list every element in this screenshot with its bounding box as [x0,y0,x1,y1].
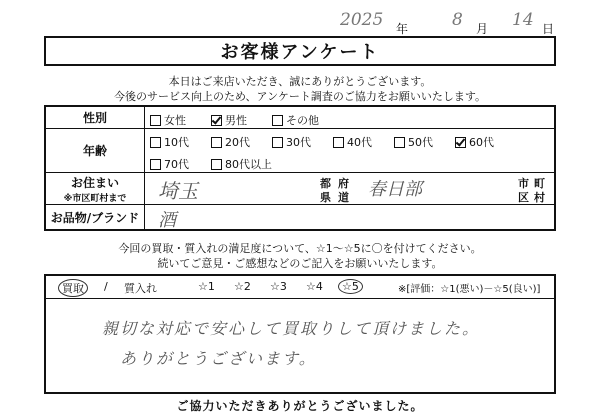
slash: / [104,280,108,293]
address-row [46,173,554,205]
gender-option-other[interactable]: その他 [272,112,319,128]
footer-thanks: ご協力いただきありがとうございました。 [176,399,424,413]
age-option-20s[interactable]: 20代 [211,134,250,150]
tag-fu: 府 [338,177,349,190]
intro-line-2: 今後のサービス向上のため、アンケート調査のご協力をお願いいたします。 [113,90,487,103]
age-option-40s[interactable]: 40代 [333,134,372,150]
age-row [46,129,554,173]
age-option-30s[interactable]: 30代 [272,134,311,150]
intro-line-1: 本日はご来店いただき、誠にありがとうございます。 [168,75,432,88]
tag-ku: 区 [518,191,529,204]
tag-do: 道 [338,191,349,204]
age-label: 年齢 [46,129,145,172]
star-1[interactable]: ☆1 [198,280,215,293]
city-handwritten[interactable]: 春日部 [368,179,422,200]
item-label: お品物/ブランド [46,205,145,229]
month-label: 月 [476,22,489,36]
checked-checkbox-icon[interactable] [211,115,222,126]
item-handwritten[interactable]: 酒 [158,210,176,231]
checkbox-icon[interactable] [150,137,161,148]
checked-checkbox-icon[interactable] [455,137,466,148]
rating-legend: ※[評価：☆1(悪い)－☆5(良い)] [398,284,541,295]
rating-comment-box [44,274,556,394]
item-row [46,205,554,229]
day-handwritten: 14 [512,10,534,30]
age-option-70s[interactable]: 70代 [150,156,189,172]
checkbox-icon[interactable] [272,115,283,126]
date-area [340,6,590,40]
survey-form [44,105,556,231]
tag-son: 村 [534,191,545,204]
tag-cho: 町 [534,177,545,190]
question-line-2: 続いてご意見・ご感想などのご記入をお願いいたします。 [157,257,443,270]
gender-label: 性別 [46,107,145,128]
prefecture-handwritten[interactable]: 埼玉 [158,179,198,203]
year-label: 年 [396,22,409,36]
checkbox-icon[interactable] [211,137,222,148]
age-option-60s[interactable]: 60代 [455,134,494,150]
checkbox-icon[interactable] [150,115,161,126]
tag-to: 都 [320,177,331,190]
checkbox-icon[interactable] [272,137,283,148]
checkbox-icon[interactable] [333,137,344,148]
address-label: お住まい ※市区町村まで [46,173,145,204]
question-line-1: 今回の買取・質入れの満足度について、☆1～☆5に〇を付けてください。 [118,242,482,255]
checkbox-icon[interactable] [394,137,405,148]
address-sublabel: ※市区町村まで [63,193,127,204]
tag-ken: 県 [320,191,331,204]
checkbox-icon[interactable] [211,159,222,170]
rating-header [46,276,554,299]
gender-row [46,107,554,129]
checkbox-icon[interactable] [150,159,161,170]
comment-line-2[interactable]: ありがとうございます。 [120,349,317,368]
option-kaitori[interactable]: 買取 [58,279,88,297]
gender-option-male[interactable]: 男性 [211,112,247,128]
star-5-selected[interactable]: ☆5 [338,279,363,294]
star-4[interactable]: ☆4 [306,280,323,293]
age-option-80s-plus[interactable]: 80代以上 [211,156,272,172]
star-3[interactable]: ☆3 [270,280,287,293]
day-label: 日 [542,22,555,36]
age-option-50s[interactable]: 50代 [394,134,433,150]
year-handwritten: 2025 [340,10,384,30]
comment-line-1[interactable]: 親切な対応で安心して買取りして頂けました。 [102,319,481,338]
star-2[interactable]: ☆2 [234,280,251,293]
page-title: お客様アンケート [44,36,556,66]
age-option-10s[interactable]: 10代 [150,134,189,150]
month-handwritten: 8 [452,10,463,30]
option-shichiire[interactable]: 質入れ [124,282,157,295]
tag-shi: 市 [518,177,529,190]
gender-option-female[interactable]: 女性 [150,112,186,128]
